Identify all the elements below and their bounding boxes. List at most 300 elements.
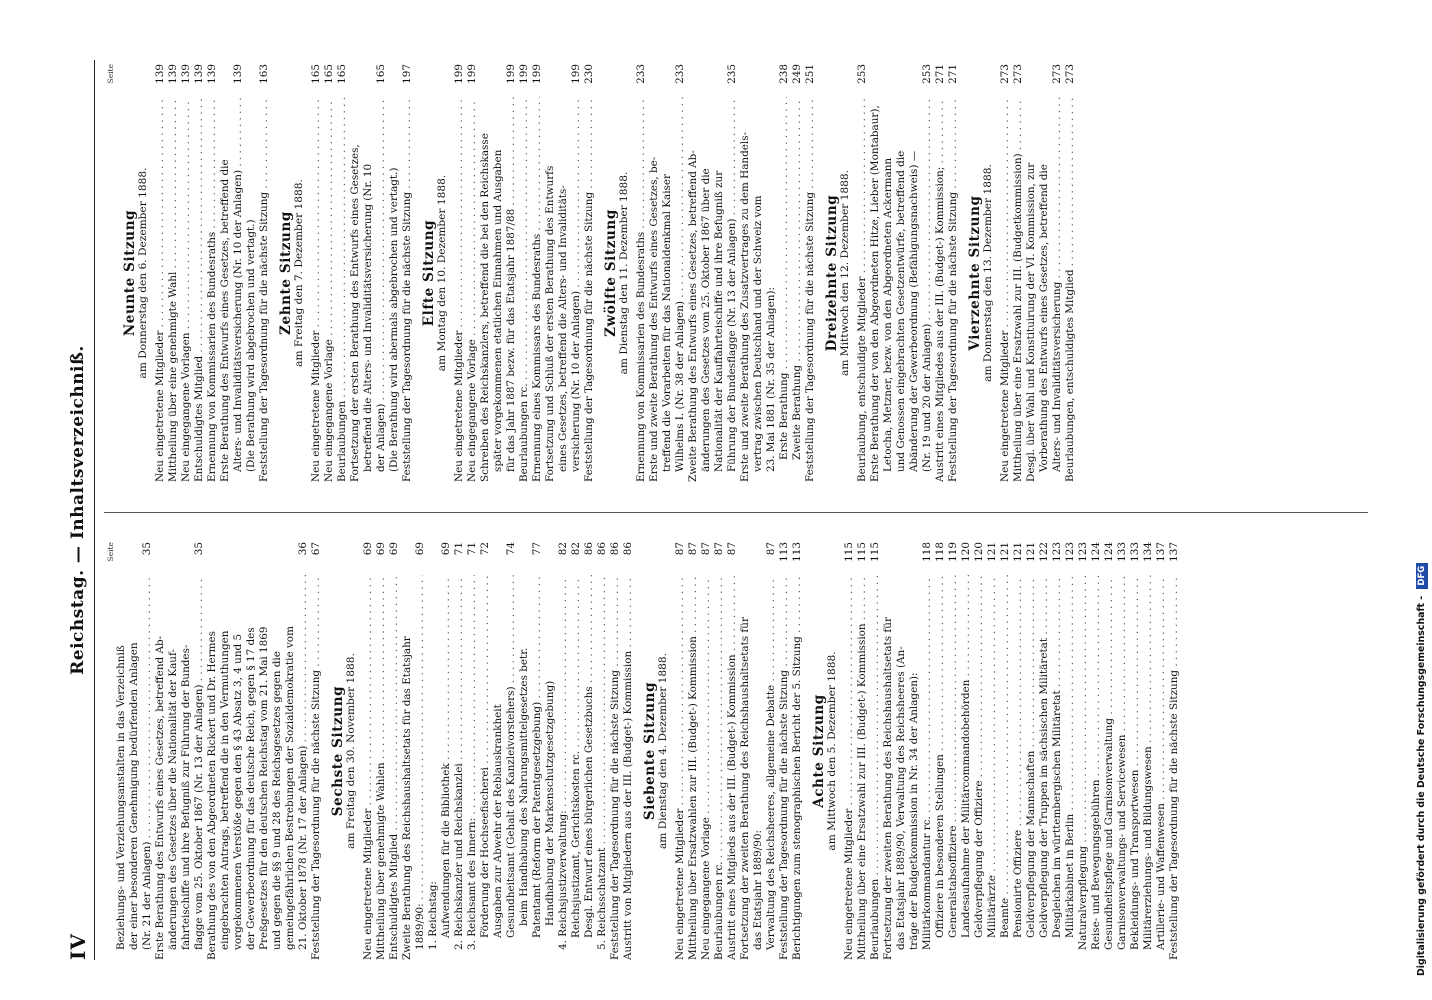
toc-entry bbox=[700, 542, 713, 960]
toc-entry-text: Pensionirte Offiziere . . . bbox=[1012, 575, 1025, 960]
toc-entry-text: Artillerie- und Waffenwesen . . . bbox=[1155, 575, 1168, 960]
toc-entry-text: Nationalität der Kauffahrteischiffe und ihre Befugniß zur bbox=[713, 170, 725, 472]
toc-entry bbox=[232, 542, 245, 960]
toc-entry-text: Feststellung der Tagesordnung für die nächste Sitzung . . . bbox=[609, 575, 622, 960]
toc-entry-text: Neu eingetretene Mitglieder . . . bbox=[453, 97, 466, 482]
toc-entry-text: Geldverpflegung der Mannschaften . . . bbox=[1025, 575, 1038, 960]
toc-entry bbox=[258, 542, 271, 960]
toc-entry bbox=[180, 64, 193, 482]
toc-entry bbox=[622, 542, 635, 960]
toc-entry-text: Mittheilung über genehmigte Wahlen . . . bbox=[375, 575, 388, 960]
toc-page-number: 77 bbox=[531, 542, 543, 556]
toc-entry bbox=[388, 64, 401, 482]
toc-entry-text: (Die Berathung wird abermals abgebrochen und vertagt.) bbox=[388, 167, 400, 472]
session-heading: Vierzehnte Sitzung bbox=[967, 195, 983, 351]
toc-entry bbox=[1051, 64, 1064, 482]
toc-page-number: 273 bbox=[1064, 64, 1076, 84]
toc-page-number: 233 bbox=[635, 64, 647, 84]
toc-entry-text: Neu eingegangene Vorlagen . . . bbox=[180, 97, 193, 482]
toc-entry-text: Geldverpflegung der Offiziere . . . bbox=[973, 575, 986, 960]
toc-entry-text: Feststellung der Tagesordnung für die nächste Sitzung . . . bbox=[401, 97, 414, 482]
toc-entry bbox=[557, 64, 570, 482]
toc-entry bbox=[908, 542, 921, 960]
toc-list-left bbox=[115, 542, 1181, 960]
toc-page-number: 86 bbox=[583, 542, 595, 556]
toc-page-number: 87 bbox=[713, 542, 725, 556]
toc-entry bbox=[531, 542, 544, 960]
toc-page-number: 120 bbox=[960, 542, 972, 562]
toc-entry-text: Patentamt (Reform der Patentgesetzgebung) . . . bbox=[531, 575, 544, 960]
toc-entry bbox=[726, 542, 739, 960]
toc-entry-text: Desgl. Entwurf eines bürgerlichen Gesetzbuchs . . . bbox=[583, 575, 596, 960]
toc-entry bbox=[856, 64, 869, 482]
toc-entry bbox=[245, 542, 258, 960]
toc-entry-text: Beziehungs- und Verziehungsanstalten in das Verzeichniß bbox=[115, 645, 127, 950]
toc-entry bbox=[869, 542, 882, 960]
toc-entry-text: Neu eingetretene Mitglieder . . . bbox=[999, 97, 1012, 482]
toc-entry-text: Ernennung von Kommissarien des Bundesraths . . . bbox=[206, 97, 219, 482]
toc-page-number: 123 bbox=[1077, 542, 1089, 562]
toc-entry-text: änderungen des Gesetzes vom 25. Oktober 1867 über die bbox=[700, 168, 712, 472]
toc-entry bbox=[934, 542, 947, 960]
toc-entry bbox=[908, 64, 921, 482]
toc-entry-text: Feststellung der Tagesordnung für die nächste Sitzung . . . bbox=[947, 97, 960, 482]
toc-page-number: 120 bbox=[973, 542, 985, 562]
toc-entry-text: Geldverpflegung der Truppen im sächsischen Militäretat . . . bbox=[1038, 575, 1051, 960]
toc-entry-text: Beurlaubungen . . . bbox=[869, 575, 882, 960]
toc-entry bbox=[765, 542, 778, 960]
toc-page-number: 87 bbox=[765, 542, 777, 556]
session-date: am Donnerstag den 6. Dezember 1888. bbox=[137, 167, 149, 379]
toc-entry bbox=[986, 542, 999, 960]
toc-entry-text: der einer besonderen Genehmigung bedürfenden Anlagen bbox=[128, 642, 140, 950]
session-heading: Elfte Sitzung bbox=[421, 219, 437, 327]
toc-page-number: 133 bbox=[1129, 542, 1141, 562]
toc-entry-text: 4. Reichsjustizverwaltung: . . . bbox=[557, 575, 570, 960]
toc-entry-text: Entschuldigtes Mitglied . . . bbox=[193, 97, 206, 482]
toc-entry bbox=[934, 64, 947, 482]
toc-page-number: 139 bbox=[206, 64, 218, 84]
toc-entry-text: 2. Reichskanzler und Reichskanzlei . . . bbox=[453, 575, 466, 960]
toc-entry bbox=[609, 542, 622, 960]
toc-entry-text: Erste Berathung der von den Abgeordneten Hitze, Lieber (Montabaur), bbox=[869, 105, 881, 482]
toc-entry bbox=[1129, 542, 1142, 960]
toc-entry-text: Neu eingegangene Vorlage . . . bbox=[466, 97, 479, 482]
toc-entry bbox=[999, 64, 1012, 482]
toc-page-number: 253 bbox=[856, 64, 868, 84]
toc-entry-text: Neu eingetretene Mitglieder . . . bbox=[843, 575, 856, 960]
toc-entry-text: Militärkommandantur rc. . . . bbox=[921, 575, 934, 960]
toc-page-number: 199 bbox=[531, 64, 543, 84]
toc-entry-text: Schreiben des Reichskanzlers, betreffend die bei den Reichskasse bbox=[479, 133, 491, 482]
toc-entry-text: Erste Berathung des Entwurfs eines Gesetzes, betreffend Ab- bbox=[154, 635, 166, 960]
toc-entry-text: Fortsetzung der zweiten Berathung des Reichshaushaltsetats für bbox=[882, 617, 894, 960]
toc-entry-text: Feststellung der Tagesordnung für die nächste Sitzung . . . bbox=[804, 97, 817, 482]
toc-entry bbox=[882, 64, 895, 482]
toc-entry-text: Ernennung eines Kommissars des Bundesraths . . . bbox=[531, 97, 544, 482]
toc-page-number: 251 bbox=[804, 64, 816, 84]
toc-entry-text: Militärkabinet in Berlin . . . bbox=[1064, 575, 1077, 960]
toc-entry-text: Feststellung der Tagesordnung für die nächste Sitzung . . . bbox=[258, 97, 271, 482]
toc-entry-text: der Anlagen) . . . bbox=[375, 97, 388, 482]
toc-page-number: 86 bbox=[609, 542, 621, 556]
toc-entry bbox=[362, 64, 375, 482]
toc-page-number: 137 bbox=[1155, 542, 1167, 562]
toc-page-number: 271 bbox=[947, 64, 959, 84]
toc-entry bbox=[245, 64, 258, 482]
toc-entry bbox=[1025, 542, 1038, 960]
toc-page-number: 139 bbox=[193, 64, 205, 84]
session-heading: Neunte Sitzung bbox=[122, 209, 138, 337]
toc-page-number: 118 bbox=[934, 542, 946, 562]
toc-entry-text: Beurlaubungen . . . bbox=[336, 97, 349, 482]
toc-entry-text: Preßgesetzes für den deutschen Reichstag vom 21. Mai 1869 bbox=[258, 626, 270, 950]
toc-entry-text: (Nr. 21 der Anlagen) . . . bbox=[141, 575, 154, 960]
toc-entry-text: träge der Budgetkommission in Nr. 34 der Anlagen): bbox=[908, 672, 920, 950]
left-column bbox=[104, 542, 1368, 960]
toc-entry-text: Berichtigungen zum stenographischen Bericht der 5. Sitzung . . . bbox=[791, 575, 804, 960]
toc-entry-text: Ernennung von Kommissarien des Bundesraths . . . bbox=[635, 97, 648, 482]
toc-entry-text: für das Jahr 1887 bezw. für das Etatsjahr 1887/88 . . . bbox=[505, 97, 518, 482]
toc-page-number: 273 bbox=[999, 64, 1011, 84]
session-date: am Montag den 10. Dezember 1888. bbox=[436, 174, 448, 372]
toc-entry-text: Bekleidungs- und Transportwesen . . . bbox=[1129, 575, 1142, 960]
toc-page-number: 123 bbox=[1064, 542, 1076, 562]
toc-entry-text: flagge vom 25. Oktober 1867 (Nr. 13 der Anlagen) . . . bbox=[193, 575, 206, 960]
toc-entry-text: versicherung (Nr. 10 der Anlagen) . . . bbox=[570, 97, 583, 482]
toc-page-number: 121 bbox=[1012, 542, 1024, 562]
toc-entry bbox=[258, 64, 271, 482]
toc-entry-text: Alters- und Invaliditätsversicherung (Nr. 10 der Anlagen) . . . bbox=[232, 97, 245, 482]
toc-page-number: 86 bbox=[596, 542, 608, 556]
toc-page-number: 69 bbox=[362, 542, 374, 556]
toc-entry-text: (Nr. 19 und 20 der Anlagen) . . . bbox=[921, 97, 934, 482]
toc-page-number: 36 bbox=[297, 542, 309, 556]
toc-page-number: 199 bbox=[453, 64, 465, 84]
toc-entry-text: der Gewerbeordnung für das deutsche Reich, gegen § 17 des bbox=[245, 627, 257, 950]
toc-page-number: 235 bbox=[726, 64, 738, 84]
session-heading: Siebente Sitzung bbox=[642, 681, 658, 821]
session-heading: Sechste Sitzung bbox=[330, 685, 346, 817]
toc-entry bbox=[414, 542, 427, 960]
toc-entry bbox=[583, 542, 596, 960]
toc-entry-text: Desgleichen im württembergischen Militäretat . . . bbox=[1051, 575, 1064, 960]
toc-page-number: 199 bbox=[466, 64, 478, 84]
toc-entry bbox=[960, 542, 973, 960]
toc-entry-text: Neu eingegangene Vorlage . . . bbox=[700, 575, 713, 960]
toc-page-number: 249 bbox=[791, 64, 803, 84]
toc-entry-text: Führung der Bundesflagge (Nr. 13 der Anlagen) . . . bbox=[726, 97, 739, 482]
toc-entry bbox=[687, 542, 700, 960]
session-date: am Mittwoch den 12. Dezember 1888. bbox=[839, 170, 851, 376]
toc-entry bbox=[752, 542, 765, 960]
toc-page-number: 134 bbox=[1142, 542, 1154, 562]
toc-entry-text: Alters- und Invaliditätsversicherung . . . bbox=[1051, 97, 1064, 482]
toc-entry bbox=[440, 542, 453, 960]
toc-entry-text: Fortsetzung und Schluß der ersten Berathung des Entwurfs bbox=[544, 165, 556, 482]
toc-entry-text: Erste und zweite Berathung des Zusatzvertrages zu dem Handels- bbox=[739, 131, 751, 482]
toc-entry bbox=[791, 64, 804, 482]
toc-entry bbox=[375, 64, 388, 482]
page-header bbox=[64, 60, 95, 960]
toc-page-number: 115 bbox=[856, 542, 868, 562]
toc-page-number: 113 bbox=[778, 542, 790, 562]
toc-entry-text: Beamte . . . bbox=[999, 575, 1012, 960]
toc-entry-text: Ausgaben zur Abwehr der Reblauskrankheit bbox=[492, 704, 504, 938]
toc-page-number: 165 bbox=[336, 64, 348, 84]
toc-page-number: 115 bbox=[843, 542, 855, 562]
toc-page-number: 165 bbox=[375, 64, 387, 84]
toc-entry-text: 3. Reichsamt des Innern: . . . bbox=[466, 575, 479, 960]
toc-entry bbox=[206, 64, 219, 482]
toc-entry-text: gemeingefährlichen Bestrebungen der Sozialdemokratie vom bbox=[284, 626, 296, 950]
digitization-text-wrap bbox=[1414, 0, 1432, 1000]
toc-entry-text: (Die Berathung wird abgebrochen und vertagt.) bbox=[245, 219, 257, 472]
toc-entry-text: Desgl. über Wahl und Konstituirung der VI. Kommission, zur bbox=[1025, 162, 1037, 482]
toc-page-number: 71 bbox=[453, 542, 465, 556]
toc-entry bbox=[765, 64, 778, 482]
toc-entry bbox=[154, 542, 167, 960]
toc-page-number: 139 bbox=[232, 64, 244, 84]
toc-entry bbox=[505, 64, 518, 482]
toc-entry bbox=[570, 542, 583, 960]
toc-entry-text: Reise- und Bewegungsgebühren . . . bbox=[1090, 575, 1103, 960]
toc-entry bbox=[1064, 64, 1077, 482]
toc-entry-text: Fortsetzung der zweiten Berathung des Reichshaushaltsetats für bbox=[739, 617, 751, 960]
toc-page-number: 199 bbox=[570, 64, 582, 84]
toc-entry bbox=[570, 64, 583, 482]
toc-entry bbox=[401, 542, 414, 960]
toc-entry bbox=[895, 542, 908, 960]
toc-entry-text: Gesundheitspflege und Garnisonverwaltung . . . bbox=[1103, 575, 1116, 960]
toc-entry bbox=[141, 542, 154, 960]
toc-page-number: 115 bbox=[869, 542, 881, 562]
toc-entry bbox=[1051, 542, 1064, 960]
toc-entry bbox=[869, 64, 882, 482]
toc-list-right bbox=[124, 64, 1077, 482]
toc-entry bbox=[1012, 64, 1025, 482]
toc-entry-text: und gegen die §§ 9 und 28 des Reichsgesetzes gegen die bbox=[271, 651, 283, 950]
toc-entry bbox=[778, 542, 791, 960]
toc-entry-text: 1889/90: . . . bbox=[414, 575, 427, 960]
toc-entry bbox=[492, 542, 505, 960]
toc-entry-text: und Genossen eingebrachten Gesetzentwürfe, betreffend die bbox=[895, 150, 907, 472]
toc-page-number: 124 bbox=[1103, 542, 1115, 562]
toc-page-number: 123 bbox=[1051, 542, 1063, 562]
toc-entry bbox=[167, 64, 180, 482]
toc-page-number: 165 bbox=[323, 64, 335, 84]
session-date: am Freitag den 7. Dezember 1888. bbox=[293, 179, 305, 367]
toc-page-number: 238 bbox=[778, 64, 790, 84]
toc-entry bbox=[453, 64, 466, 482]
toc-entry-text: 1. Reichstag: bbox=[427, 881, 439, 950]
toc-page-number: 199 bbox=[505, 64, 517, 84]
toc-entry-text: Mittheilung über eine Ersatzwahl zur III. (Budget-) Kommission . . . bbox=[856, 575, 869, 960]
toc-entry-text: Handhabung der Markenschutzgesetzgebung) bbox=[544, 680, 556, 926]
toc-entry bbox=[1116, 542, 1129, 960]
toc-page-number: 121 bbox=[1025, 542, 1037, 562]
toc-page-number: 197 bbox=[401, 64, 413, 84]
toc-page-number: 69 bbox=[440, 542, 452, 556]
toc-entry bbox=[1155, 542, 1168, 960]
session-date: am Dienstag den 4. Dezember 1888. bbox=[657, 652, 669, 850]
toc-entry bbox=[388, 542, 401, 960]
toc-entry bbox=[219, 64, 232, 482]
toc-page-number: 69 bbox=[414, 542, 426, 556]
toc-entry bbox=[661, 64, 674, 482]
toc-entry bbox=[739, 64, 752, 482]
toc-entry bbox=[193, 542, 206, 960]
toc-entry bbox=[492, 64, 505, 482]
toc-entry bbox=[427, 542, 440, 960]
toc-page-number: 86 bbox=[622, 542, 634, 556]
toc-entry-text: beim Handhabung des Nahrungsmittelgesetzes betr. bbox=[518, 647, 530, 926]
digitization-note bbox=[1412, 0, 1432, 1000]
seite-label: Seite bbox=[106, 64, 115, 84]
toc-entry bbox=[713, 64, 726, 482]
toc-entry-text: 5. Reichsschatzamt . . . bbox=[596, 575, 609, 960]
toc-entry bbox=[323, 64, 336, 482]
toc-page-number: 253 bbox=[921, 64, 933, 84]
session-date: am Donnerstag den 13. Dezember 1888. bbox=[982, 164, 994, 382]
session-date: am Dienstag den 11. Dezember 1888. bbox=[618, 171, 630, 375]
toc-page-number: 165 bbox=[310, 64, 322, 84]
toc-page-number: 124 bbox=[1090, 542, 1102, 562]
toc-entry-text: änderungen des Gesetzes über die Nationalität der Kauf- bbox=[167, 649, 179, 950]
toc-entry bbox=[310, 542, 323, 960]
toc-page-number: 35 bbox=[141, 542, 153, 556]
toc-entry bbox=[154, 64, 167, 482]
toc-entry bbox=[284, 542, 297, 960]
page-title: Reichstag. — Inhaltsverzeichniß. bbox=[68, 345, 88, 675]
toc-entry-text: Förderung der Hochseefischerei . . . bbox=[479, 575, 492, 960]
toc-page-number: 87 bbox=[687, 542, 699, 556]
toc-entry-text: vorgekommenen Verstöße gegen den § 43 Absatz 3, 4 und 5 bbox=[232, 633, 244, 950]
toc-page-number: 69 bbox=[388, 542, 400, 556]
toc-page-number: 271 bbox=[934, 64, 946, 84]
toc-entry bbox=[232, 64, 245, 482]
toc-entry bbox=[635, 64, 648, 482]
toc-entry-text: später vorgekommenen etatlichen Einnahmen und Ausgaben bbox=[492, 149, 504, 472]
toc-page-number: 87 bbox=[700, 542, 712, 556]
toc-entry bbox=[856, 542, 869, 960]
toc-page-number: 139 bbox=[154, 64, 166, 84]
toc-page-number: 230 bbox=[583, 64, 595, 84]
toc-page-number: 137 bbox=[1168, 542, 1180, 562]
dfg-logo: DFG bbox=[1416, 563, 1428, 589]
toc-entry bbox=[1012, 542, 1025, 960]
toc-entry-text: 23. Mai 1881 (Nr. 35 der Anlagen): bbox=[765, 287, 777, 472]
toc-entry bbox=[401, 64, 414, 482]
toc-entry bbox=[479, 64, 492, 482]
column-divider bbox=[104, 512, 1368, 513]
toc-entry bbox=[336, 64, 349, 482]
toc-page-number: 74 bbox=[505, 542, 517, 556]
toc-entry-text: eingebrachten Antrags, betreffend die in den Vermuthungen bbox=[219, 630, 231, 950]
toc-entry bbox=[518, 64, 531, 482]
session-heading: Zehnte Sitzung bbox=[278, 211, 294, 335]
toc-entry bbox=[726, 64, 739, 482]
toc-entry-text: Beurlaubungen, entschuldigtes Mitglied . . . bbox=[1064, 97, 1077, 482]
toc-entry-text: das Etatsjahr 1889/90, Verwaltung des Reichsheeres (An- bbox=[895, 646, 907, 950]
toc-entry-text: Erste Berathung des Entwurfs eines Gesetzes, betreffend die bbox=[219, 159, 231, 482]
toc-entry-text: Reichsjustizamt, Gerichtskosten rc. . . . bbox=[570, 575, 583, 960]
toc-page-number: 133 bbox=[1116, 542, 1128, 562]
toc-entry-text: treffend die Vorarbeiten für das Nationaldenkmal Kaiser bbox=[661, 173, 673, 472]
toc-entry-text: Vorberathung des Entwurfs eines Gesetzes, betreffend die bbox=[1038, 164, 1050, 472]
toc-entry-text: Austritt von Mitgliedern aus der III. (Budget-) Kommission . . . bbox=[622, 575, 635, 960]
toc-entry bbox=[167, 542, 180, 960]
toc-entry-text: Garnisonverwaltungs- und Servicewesen . . . bbox=[1116, 575, 1129, 960]
toc-entry bbox=[505, 542, 518, 960]
toc-entry bbox=[297, 542, 310, 960]
toc-entry-text: Landesaufnahme der Militärcommandobehörden . . . bbox=[960, 575, 973, 960]
toc-entry bbox=[921, 64, 934, 482]
page-number: IV bbox=[66, 933, 90, 960]
toc-page-number: 163 bbox=[258, 64, 270, 84]
toc-entry-text: Erste und zweite Berathung des Entwurfs eines Gesetzes, be- bbox=[648, 156, 660, 482]
toc-entry-text: Feststellung der Tagesordnung für die nächste Sitzung . . . bbox=[1168, 575, 1181, 960]
toc-entry-text: Neu eingetretene Mitglieder . . . bbox=[154, 97, 167, 482]
toc-page-number: 273 bbox=[1012, 64, 1024, 84]
toc-entry bbox=[557, 542, 570, 960]
toc-entry-text: Erste Berathung . . . bbox=[778, 97, 791, 482]
toc-entry-text: Verwaltung des Reichsheeres, allgemeine Debatte . . . bbox=[765, 575, 778, 960]
session-heading: Zwölfte Sitzung bbox=[603, 209, 619, 337]
toc-entry-text: Naturalverpflegung . . . bbox=[1077, 575, 1090, 960]
toc-entry-text: Berathung des von den Abgeordneten Rickert und Dr. Hermes bbox=[206, 631, 218, 960]
toc-entry-text: Mittheilung über eine genehmigte Wahl . . . bbox=[167, 97, 180, 482]
toc-page-number: 82 bbox=[570, 542, 582, 556]
toc-entry-text: Mittheilung über Ersatzwahlen zur III. (Budget-) Kommission . . . bbox=[687, 575, 700, 960]
toc-page-number: 82 bbox=[557, 542, 569, 556]
toc-entry bbox=[271, 542, 284, 960]
toc-entry bbox=[674, 64, 687, 482]
toc-entry bbox=[219, 542, 232, 960]
toc-entry bbox=[362, 542, 375, 960]
toc-entry-text: Wilhelms I. (Nr. 38 der Anlagen) . . . bbox=[674, 97, 687, 482]
toc-entry bbox=[713, 542, 726, 960]
toc-entry bbox=[921, 542, 934, 960]
toc-entry bbox=[180, 542, 193, 960]
toc-page-number: 273 bbox=[1051, 64, 1063, 84]
toc-entry bbox=[674, 542, 687, 960]
toc-entry-text: Aufwendungen für die Bibliothek . . . bbox=[440, 575, 453, 960]
toc-entry-text: Zweite Berathung . . . bbox=[791, 97, 804, 482]
toc-entry bbox=[687, 64, 700, 482]
toc-entry-text: Beurlaubungen rc. . . . bbox=[518, 97, 531, 482]
toc-entry bbox=[1142, 542, 1155, 960]
toc-entry bbox=[947, 64, 960, 482]
toc-entry bbox=[531, 64, 544, 482]
session-date: am Freitag den 30. November 1888. bbox=[345, 653, 357, 849]
toc-page-number: 122 bbox=[1038, 542, 1050, 562]
toc-page-number: 113 bbox=[791, 542, 803, 562]
toc-entry bbox=[752, 64, 765, 482]
toc-entry bbox=[804, 64, 817, 482]
toc-entry bbox=[128, 542, 141, 960]
toc-entry-text: 21. Oktober 1878 (Nr. 17 der Anlagen) . . . bbox=[297, 575, 310, 960]
toc-entry-text: Letocha, Metzner, bezw. von den Abgeordneten Ackermann bbox=[882, 157, 894, 472]
toc-entry-text: Austritt eines Mitgliedes aus der III. (Budget-) Kommission; . . . bbox=[934, 97, 947, 482]
toc-entry-text: Militärerziehungs- und Bildungswesen . . . bbox=[1142, 575, 1155, 960]
toc-entry-text: Mittheilung über eine Ersatzwahl zur III. (Budgetkommission) . . . bbox=[1012, 97, 1025, 482]
toc-entry bbox=[791, 542, 804, 960]
toc-entry-text: Generalstabsoffiziere . . . bbox=[947, 575, 960, 960]
toc-entry-text: Feststellung der Tagesordnung für die nächste Sitzung . . . bbox=[778, 575, 791, 960]
toc-page-number: 119 bbox=[947, 542, 959, 562]
toc-entry bbox=[349, 64, 362, 482]
